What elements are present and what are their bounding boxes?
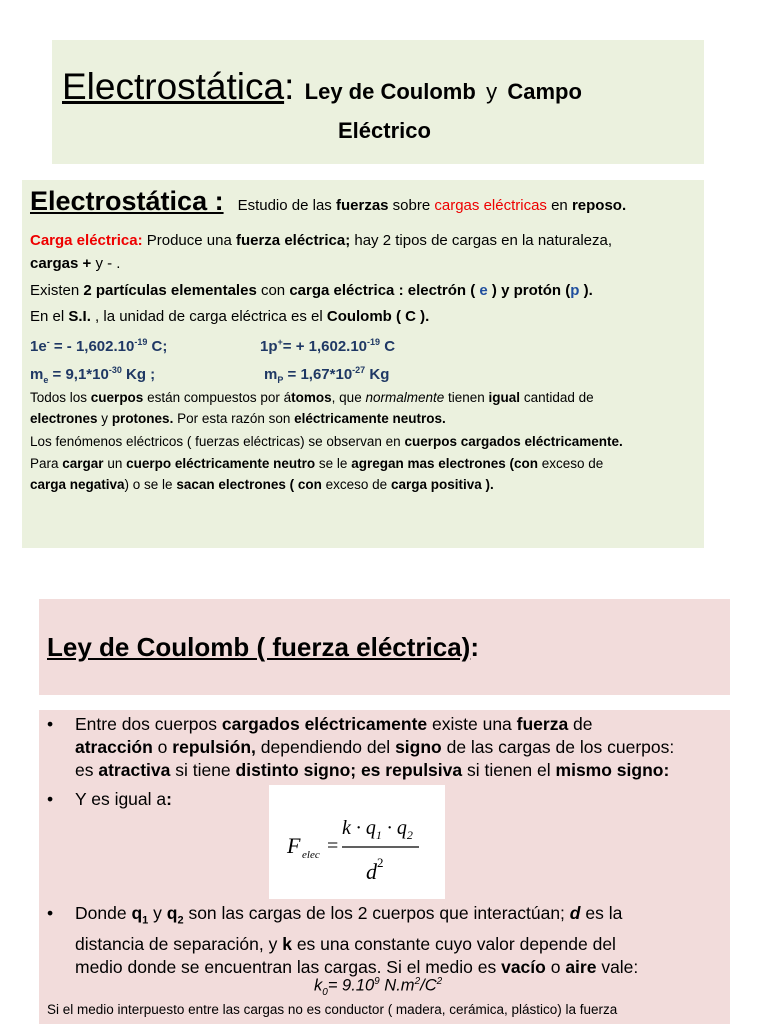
todos-line-1: Todos los cuerpos están compuestos por átomos, que normalmente tienen igual cantidad de bbox=[30, 390, 594, 405]
main-title-word: Electrostática bbox=[62, 66, 285, 107]
coulomb-formula bbox=[269, 785, 445, 899]
si-unit-line: En el S.I. , la unidad de carga eléctrica es el Coulomb ( C ). bbox=[30, 308, 430, 325]
electron-mass: $m_e = 9,1*10^{-30}$ Kg ; bbox=[30, 365, 156, 385]
title-panel bbox=[52, 40, 704, 164]
formula-F: F bbox=[287, 833, 301, 858]
formula-numerator: $k \cdot q_1 \cdot q_2$ bbox=[342, 817, 413, 842]
bullet-attraction bbox=[47, 713, 723, 782]
particles-line: Existen 2 partículas elementales con carga eléctrica : electrón ( e ) y protón (p ). bbox=[30, 282, 593, 299]
carga-line-2: cargas + y - . bbox=[30, 255, 121, 272]
formula-equals: = bbox=[327, 835, 339, 857]
bullet-text: Donde $q_1$ y $q_2$ son las cargas de los 2 cuerpos que interactúan; d es la distancia de separación, y k es una constante cuyo valor depende del medio donde se encuentran las cargas. Si el medio es vacío o aire vale: bbox=[75, 903, 639, 977]
coulomb-heading-panel bbox=[39, 599, 730, 695]
subtitle-part1: Ley de Coulomb bbox=[304, 79, 476, 104]
proton-mass: $m_P = 1,67*10^{-27}$ Kg bbox=[264, 365, 390, 385]
subtitle-part3: Eléctrico bbox=[338, 118, 431, 143]
medium-note: Si el medio interpuesto entre las cargas no es conductor ( madera, cerámica, plástico) la fuerza bbox=[47, 1002, 618, 1017]
proton-charge: $1p^+= + 1,602.10^{-19}$ C bbox=[260, 337, 396, 355]
bullet-marker: • bbox=[47, 903, 54, 923]
fenomenos-line-3: carga negativa) o se le sacan electrones ( con exceso de carga positiva ). bbox=[30, 477, 494, 492]
bullet-marker: • bbox=[47, 714, 54, 734]
coulomb-body-panel bbox=[39, 710, 730, 1024]
carga-line-1: Carga eléctrica: Produce una fuerza eléctrica; hay 2 tipos de cargas en la naturaleza, bbox=[30, 232, 613, 249]
bullet-definitions bbox=[47, 902, 723, 979]
intro-heading-line bbox=[30, 186, 626, 217]
main-title bbox=[62, 66, 582, 108]
formula-elec: elec bbox=[302, 849, 320, 861]
subtitle-part2: Campo bbox=[507, 79, 582, 104]
main-title-colon: : bbox=[284, 66, 295, 107]
intro-panel bbox=[22, 180, 704, 548]
bullet-text: Entre dos cuerpos cargados eléctricamente existe una fuerza de atracción o repulsión, dependiendo del signo de las cargas de los cuerpos: es atractiva si tiene distinto signo; es repulsiva si tienen el mismo signo: bbox=[75, 714, 675, 780]
intro-definition: Estudio de las fuerzas sobre cargas eléctricas en reposo. bbox=[237, 197, 627, 214]
bullet-marker: • bbox=[47, 789, 54, 809]
coulomb-title: Ley de Coulomb ( fuerza eléctrica): bbox=[47, 632, 479, 662]
formula-graphic bbox=[269, 785, 445, 899]
todos-line-2: electrones y protones. Por esta razón son eléctricamente neutros. bbox=[30, 411, 446, 426]
formula-denominator: $d^2$ bbox=[366, 855, 384, 884]
electron-charge: 1e- = - $1,602.10^{-19}$ C; bbox=[30, 337, 168, 355]
fenomenos-line-1: Los fenómenos eléctricos ( fuerzas eléctricas) se observan en cuerpos cargados eléctricamente. bbox=[30, 434, 623, 449]
k0-constant: $k_0= 9.10^9$ $N.m^2/C^2$ bbox=[314, 976, 443, 998]
intro-heading: Electrostática : bbox=[30, 186, 224, 216]
bullet-text: Y es igual a: bbox=[75, 789, 172, 809]
subtitle-y: y bbox=[486, 79, 498, 104]
fenomenos-line-2: Para cargar un cuerpo eléctricamente neutro se le agregan mas electrones (con exceso de bbox=[30, 456, 604, 471]
